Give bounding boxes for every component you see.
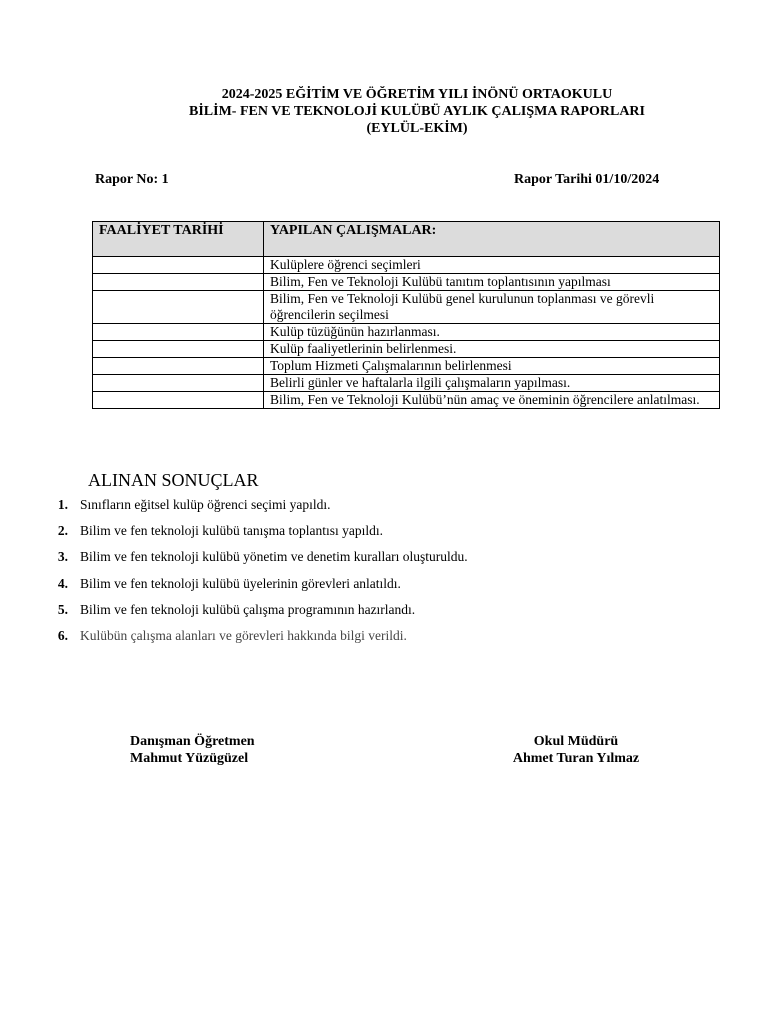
list-item-text: Kulübün çalışma alanları ve görevleri hakkında bilgi verildi. (80, 627, 407, 643)
table-row (93, 257, 720, 274)
list-item-text: Bilim ve fen teknoloji kulübü tanışma toplantısı yapıldı. (80, 523, 383, 539)
header-line-2: BİLİM- FEN VE TEKNOLOJİ KULÜBÜ AYLIK ÇALIŞMA RAPORLARI (189, 104, 645, 119)
header-activity-date: FAALİYET TARİHİ (93, 222, 264, 257)
activity-work-cell: Belirli günler ve haftalarla ilgili çalışmaların yapılması. (264, 375, 720, 392)
activity-work-cell: Bilim, Fen ve Teknoloji Kulübü tanıtım toplantısının yapılması (264, 274, 720, 291)
activity-date-cell (93, 257, 264, 274)
list-item-text: Bilim ve fen teknoloji kulübü yönetim ve denetim kuralları oluşturuldu. (80, 549, 468, 565)
table-row (93, 358, 720, 375)
header-work-done: YAPILAN ÇALIŞMALAR: (264, 222, 720, 257)
activity-work-cell: Bilim, Fen ve Teknoloji Kulübü’nün amaç ve öneminin öğrencilere anlatılması. (264, 392, 720, 409)
list-item-text: Bilim ve fen teknoloji kulübü üyelerinin görevleri anlatıldı. (80, 575, 401, 591)
report-date: Rapor Tarihi 01/10/2024 (514, 172, 660, 187)
activity-date-cell (93, 324, 264, 341)
list-item-number: 2. (57, 523, 68, 539)
table-row (93, 324, 720, 341)
advisor-title: Danışman Öğretmen (130, 734, 255, 749)
list-item-number: 5. (57, 601, 68, 617)
principal-name: Ahmet Turan Yılmaz (512, 751, 640, 766)
header-line-1: 2024-2025 EĞİTİM VE ÖĞRETİM YILI İNÖNÜ ORTAOKULU (221, 87, 613, 102)
activity-work-cell: Kulüp tüzüğünün hazırlanması. (264, 324, 720, 341)
list-item-text: Bilim ve fen teknoloji kulübü çalışma programının hazırlandı. (80, 601, 416, 617)
list-item (40, 576, 680, 602)
activity-date-cell (93, 375, 264, 392)
table-row (93, 291, 720, 324)
table-row (93, 392, 720, 409)
list-item (40, 628, 680, 654)
table-row (93, 274, 720, 291)
signature-advisor (130, 733, 255, 767)
activity-date-cell (93, 274, 264, 291)
advisor-name: Mahmut Yüzügüzel (130, 751, 249, 766)
list-item-number: 1. (57, 497, 68, 512)
list-item-number: 6. (57, 627, 68, 643)
principal-title: Okul Müdürü (533, 734, 619, 749)
list-item-number: 3. (57, 549, 68, 565)
list-item-number: 4. (57, 575, 68, 591)
activity-work-cell: Kulüplere öğrenci seçimleri (264, 257, 720, 274)
list-item (40, 523, 680, 549)
activities-table (92, 221, 720, 409)
list-item-text: Sınıfların eğitsel kulüp öğrenci seçimi yapıldı. (80, 497, 331, 512)
header-line-3: (EYLÜL-EKİM) (366, 121, 468, 136)
activity-work-cell: Kulüp faaliyetlerinin belirlenmesi. (264, 341, 720, 358)
signature-principal (505, 733, 647, 767)
activity-work-cell: Bilim, Fen ve Teknoloji Kulübü genel kurulunun toplanması ve görevli öğrencilerin seçilmesi (264, 291, 720, 324)
document-header (0, 86, 768, 137)
results-title: ALINAN SONUÇLAR (88, 470, 259, 490)
activity-date-cell (93, 392, 264, 409)
list-item (40, 549, 680, 575)
list-item (40, 602, 680, 628)
activity-date-cell (93, 341, 264, 358)
table-header-row (93, 222, 720, 257)
table-row (93, 341, 720, 358)
list-item (40, 497, 680, 523)
results-list (40, 497, 680, 654)
activity-work-cell: Toplum Hizmeti Çalışmalarının belirlenmesi (264, 358, 720, 375)
activity-date-cell (93, 291, 264, 324)
report-number: Rapor No: 1 (95, 172, 169, 187)
table-row (93, 375, 720, 392)
activity-date-cell (93, 358, 264, 375)
